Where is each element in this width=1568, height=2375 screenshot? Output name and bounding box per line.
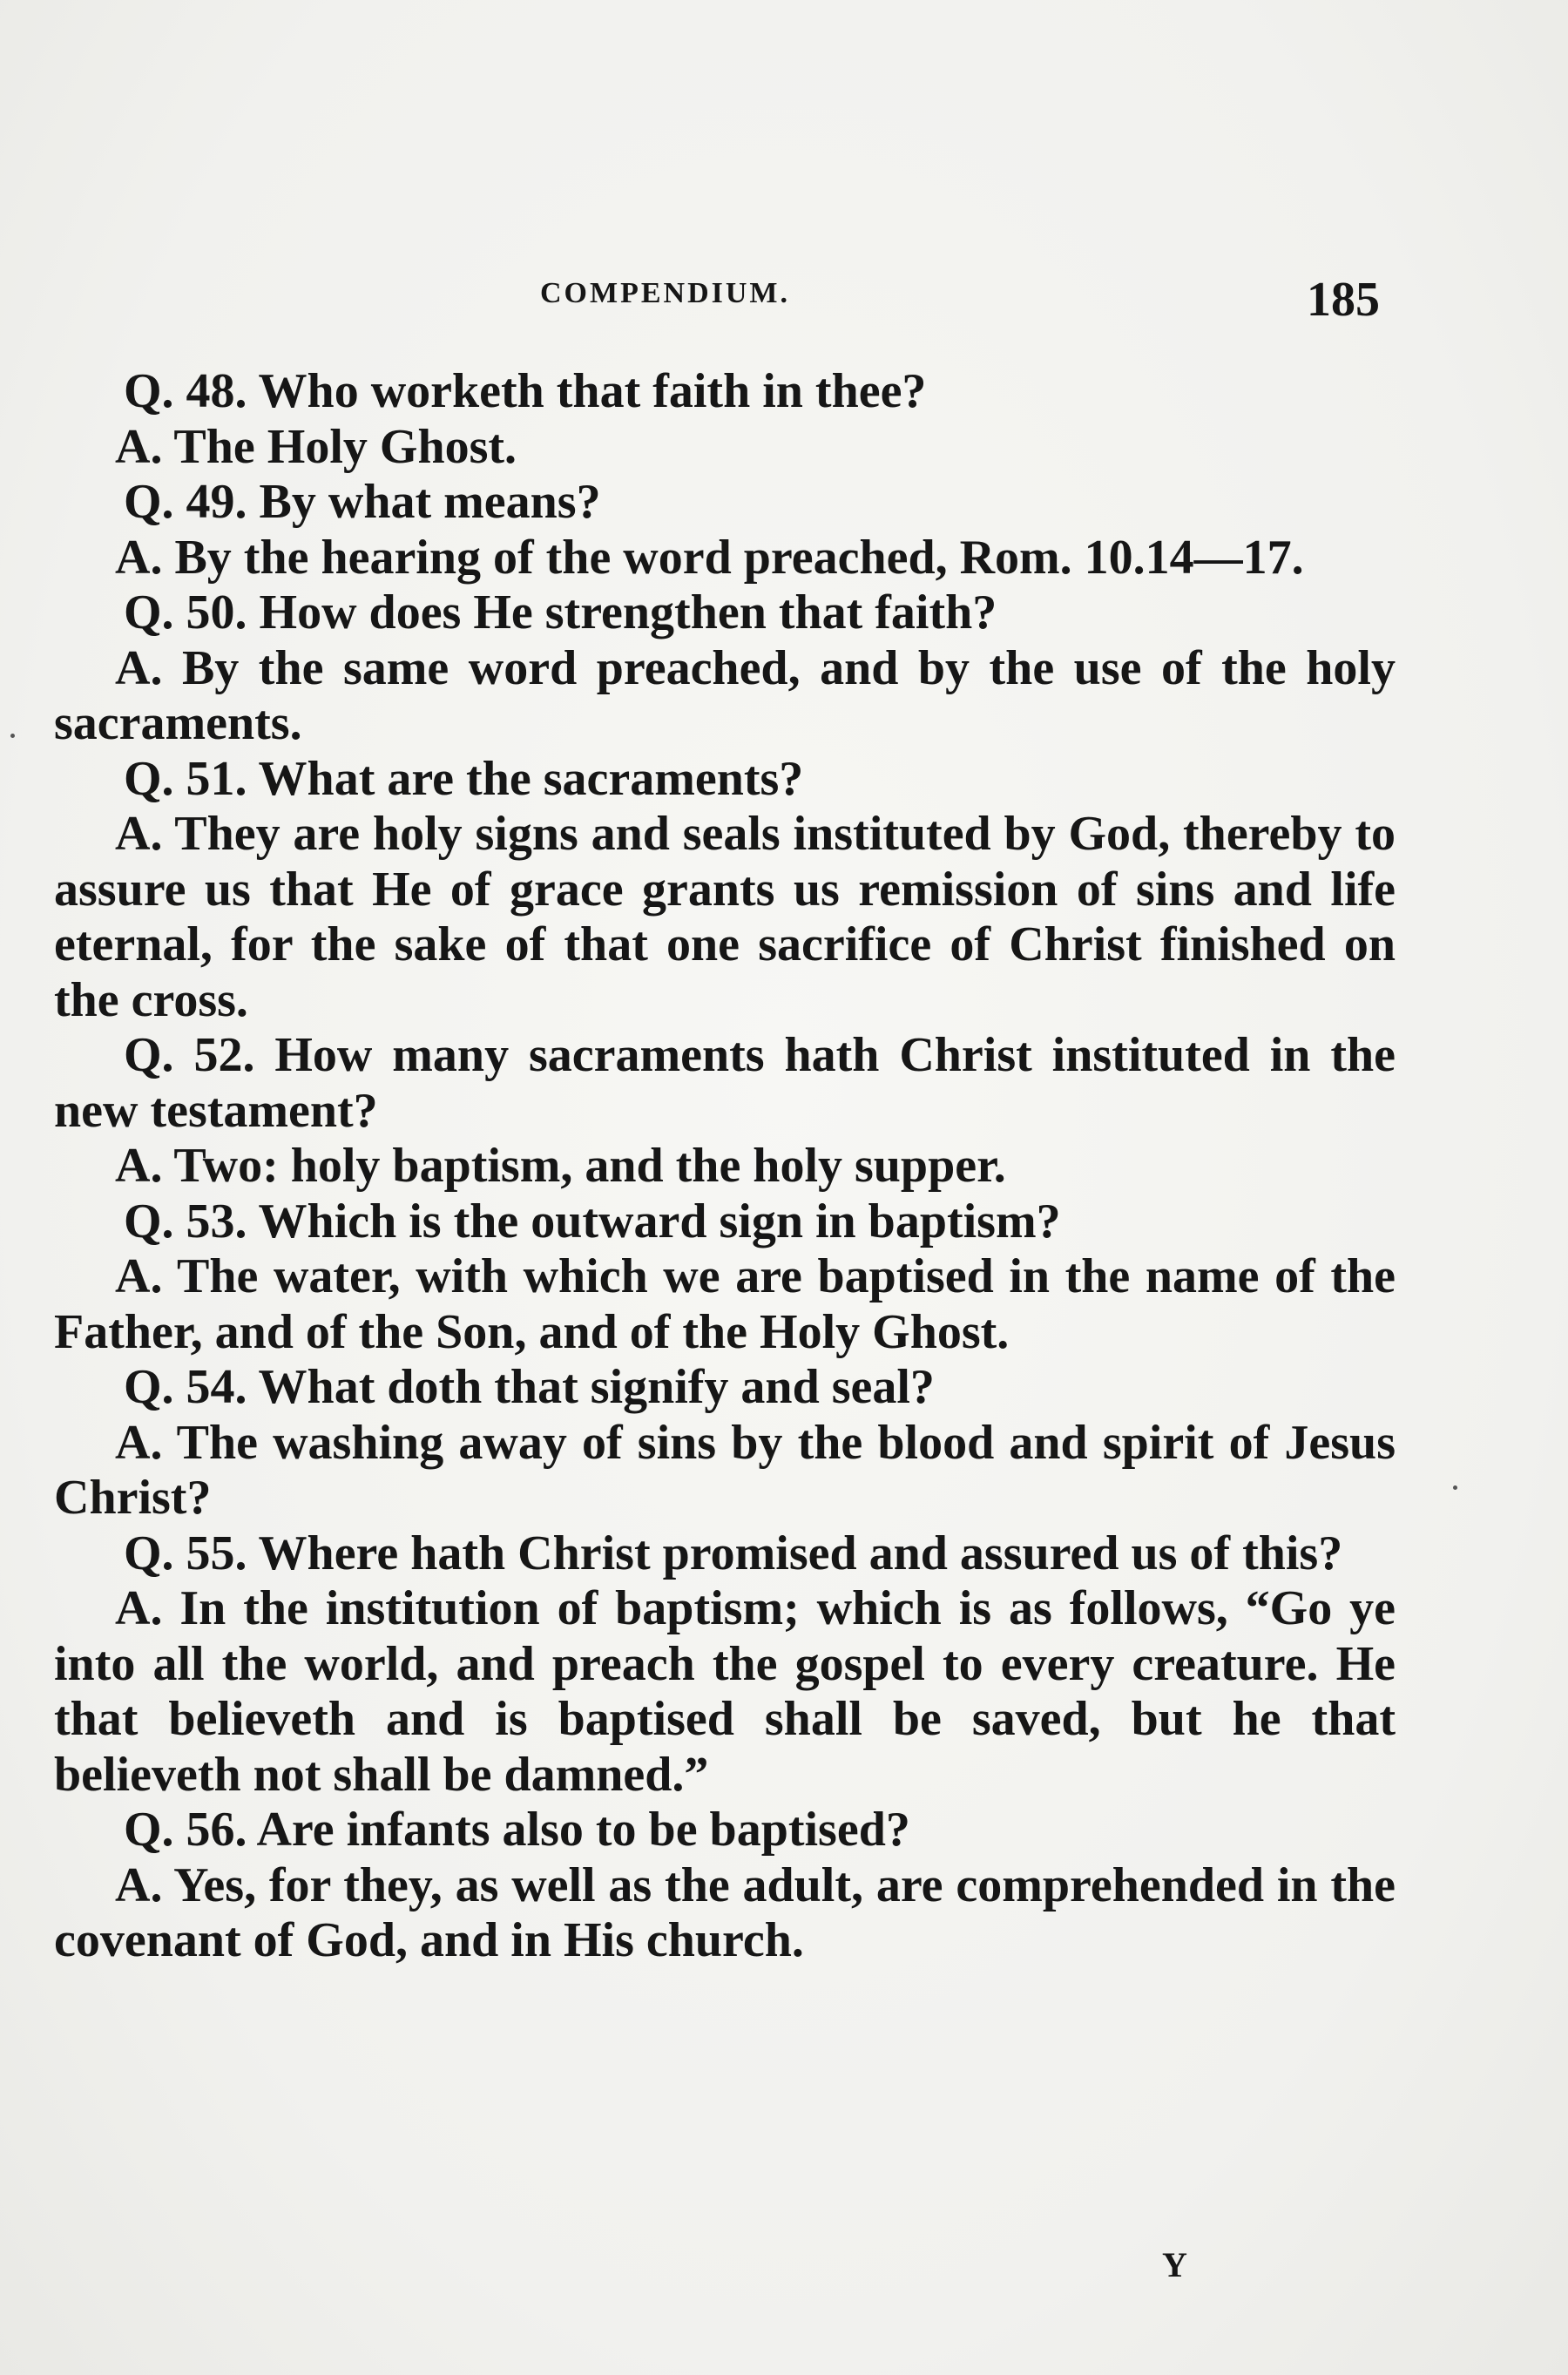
running-head: COMPENDIUM. [540, 277, 791, 309]
question-56: Q. 56. Are infants also to be baptised? [124, 1803, 910, 1857]
answer-53: A. The water, with which we are baptised in the name of the Father, and of the Son, and of the Holy Ghost. [54, 1249, 1396, 1359]
question-48: Q. 48. Who worketh that faith in thee? [124, 364, 927, 418]
answer-56: A. Yes, for they, as well as the adult, are comprehended in the covenant of God, and in His church. [54, 1857, 1396, 1967]
paper-speck [1453, 1485, 1457, 1490]
page-number: 185 [1307, 273, 1380, 327]
answer-50: A. By the same word preached, and by the use of the holy sacraments. [54, 640, 1396, 750]
answer-55: A. In the institution of baptism; which is as follows, “Go ye into all the world, and preach the gospel to every creature. He that believeth and is baptised shall be saved, but he that believeth not shall be damned.” [54, 1581, 1396, 1802]
answer-49: A. By the hearing of the word preached, Rom. 10.14—17. [115, 530, 1304, 585]
question-54: Q. 54. What doth that signify and seal? [124, 1360, 935, 1414]
question-49: Q. 49. By what means? [124, 475, 601, 529]
paper-speck [10, 734, 15, 738]
catechism-text [54, 364, 1396, 1969]
answer-48: A. The Holy Ghost. [115, 419, 517, 474]
question-50: Q. 50. How does He strengthen that faith? [124, 585, 997, 639]
question-53: Q. 53. Which is the outward sign in baptism? [124, 1194, 1061, 1248]
question-51: Q. 51. What are the sacraments? [124, 751, 804, 806]
signature-mark: Y [1162, 2245, 1187, 2284]
question-52: Q. 52. How many sacraments hath Christ instituted in the new testament? [54, 1028, 1396, 1138]
answer-52: A. Two: holy baptism, and the holy supper. [115, 1139, 1006, 1193]
question-55: Q. 55. Where hath Christ promised and assured us of this? [124, 1526, 1343, 1580]
answer-54: A. The washing away of sins by the blood and spirit of Jesus Christ? [54, 1415, 1396, 1525]
answer-51: A. They are holy signs and seals instituted by God, thereby to assure us that He of grace grants us remission of sins and life eternal, for the sake of that one sacrifice of Christ finished on the cross. [54, 807, 1396, 1027]
